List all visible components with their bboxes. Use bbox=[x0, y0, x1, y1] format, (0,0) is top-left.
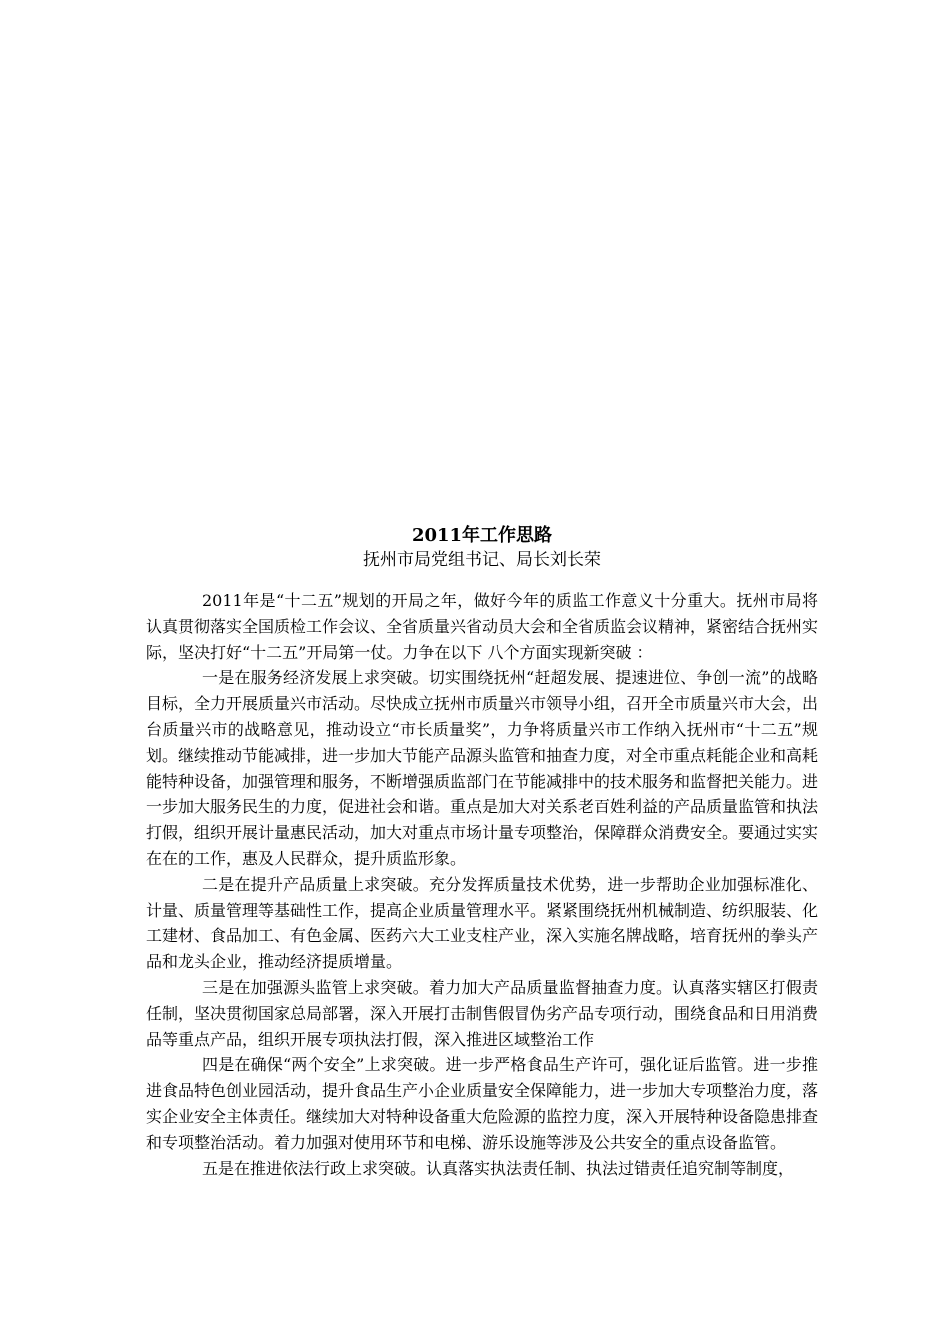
paragraph-intro: 2011年是“十二五”规划的开局之年，做好今年的质监工作意义十分重大。抚州市局将认真贯彻落实全国质检工作会议、全省质量兴省动员大会和全省质监会议精神，紧密结合抚州实际，坚决打好“十二五”开局第一仗。力争在以下 八个方面实现新突破 ： bbox=[146, 591, 819, 662]
document-body bbox=[146, 524, 818, 1181]
paragraph-1: 一是在服务经济发展上求突破。切实围绕抚州“赶超发展、提速进位、争创一流”的战略目标，全力开展质量兴市活动。尽快成立抚州市质量兴市领导小组，召开全市质量兴市大会，出台质量兴市的战略意见，推动设立“市长质量奖”，力争将质量兴市工作纳入抚州市“十二五”规划。继续推动节能减排，进一步加大节能产品源头监管和抽查力度，对全市重点耗能企业和高耗能特种设备，加强管理和服务，不断增强质监部门在节能减排中的技术服务和监督把关能力。进一步加大服务民生的力度，促进社会和谐。重点是加大对关系老百姓利益的产品质量监管和执法打假，组织开展计量惠民活动，加大对重点市场计量专项整治，保障群众消费安全。要通过实实在在的工作，惠及人民群众，提升质监形象。 bbox=[146, 668, 819, 868]
paragraph-5: 五是在推进依法行政上求突破。认真落实执法责任制、执法过错责任追究制等制度， bbox=[202, 1158, 795, 1178]
paragraph-4: 四是在确保“两个安全”上求突破。进一步严格食品生产许可，强化证后监管。进一步推进食品特色创业园活动，提升食品生产小企业质量安全保障能力，进一步加大专项整治力度，落实企业安全主体责任。继续加大对特种设备重大危险源的监控力度，深入开展特种设备隐患排查和专项整治活动。着力加强对使用环节和电梯、游乐设施等涉及公共安全的重点设备监管。 bbox=[146, 1055, 819, 1152]
document-title: 2011年工作思路 bbox=[411, 525, 553, 546]
paragraph-3: 三是在加强源头监管上求突破。着力加大产品质量监督抽查力度。认真落实辖区打假责任制，坚决贯彻国家总局部署，深入开展打击制售假冒伪劣产品专项行动，围绕食品和日用消费品等重点产品，组织开展专项执法打假，深入推进区域整治工作 bbox=[146, 977, 819, 1049]
paragraph-2: 二是在提升产品质量上求突破。充分发挥质量技术优势，进一步帮助企业加强标准化、计量、质量管理等基础性工作，提高企业质量管理水平。紧紧围绕抚州机械制造、纺织服装、化工建材、食品加工、有色金属、医药六大工业支柱产业，深入实施名牌战略，培育抚州的拳头产品和龙头企业，推动经济提质增量。 bbox=[146, 874, 819, 972]
document-subtitle: 抚州市局党组书记、局长刘长荣 bbox=[363, 550, 601, 570]
